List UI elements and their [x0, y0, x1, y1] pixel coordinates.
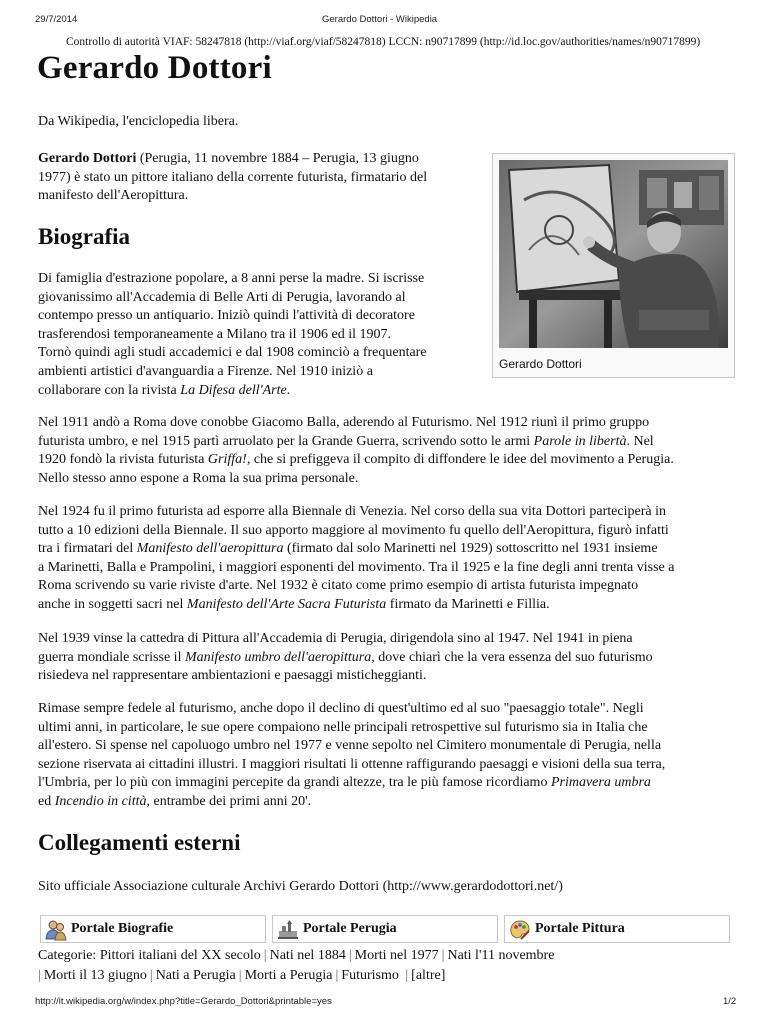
external-link[interactable]: Sito ufficiale Associazione culturale Archivi Gerardo Dottori (http://www.gerardodottori.net/)	[38, 879, 563, 894]
page-title: Gerardo Dottori	[37, 50, 272, 86]
portal-biografie-label: Portale Biografie	[71, 921, 174, 936]
category-link[interactable]: Futurismo	[341, 968, 399, 983]
category-link[interactable]: Morti nel 1977	[354, 948, 439, 963]
categories-row-1: Categorie: Pittori italiani del XX secolo | Nati nel 1884 | Morti nel 1977 | Nati l'11 novembre	[38, 948, 555, 963]
image-thumbnail[interactable]	[492, 153, 735, 378]
heading-biografia: Biografia	[38, 224, 130, 249]
people-icon	[45, 919, 67, 941]
tagline: Da Wikipedia, l'enciclopedia libera.	[38, 114, 239, 129]
category-link[interactable]: Morti il 13 giugno	[43, 968, 147, 983]
bio-paragraph-4: Nel 1939 vinse la cattedra di Pittura all'Accademia di Perugia, dirigendola sino al 1947. Nel 1941 in piena guerra mondiale scrisse il Manifesto umbro dell'aeropittura, dove chiarì che la vera essenza del suo futurismo risiedeva nel rappresentare ambientazioni e paesaggi misticheggianti.	[38, 631, 653, 684]
category-link[interactable]: Nati a Perugia	[155, 968, 236, 983]
heading-collegamenti-esterni: Collegamenti esterni	[38, 830, 241, 855]
print-title: Gerardo Dottori - Wikipedia	[322, 14, 438, 25]
portal-biografie[interactable]	[40, 915, 266, 943]
category-link[interactable]: Morti a Perugia	[244, 968, 333, 983]
print-date: 29/7/2014	[35, 14, 78, 25]
portal-perugia-label: Portale Perugia	[303, 921, 397, 936]
categories-more-link[interactable]: [altre]	[411, 968, 446, 983]
categories-row-2: | Morti il 13 giugno | Nati a Perugia | Morti a Perugia | Futurismo | [altre]	[38, 968, 446, 983]
print-page-number: 1/2	[723, 996, 737, 1007]
portal-perugia[interactable]	[272, 915, 498, 943]
bio-paragraph-3: Nel 1924 fu il primo futurista ad esporre alla Biennale di Venezia. Nel corso della sua vita Dottori parteciperà in tutto a 10 edizioni della Biennale. Il suo apporto maggiore al movimento fu quello dell'Aeropittura, figurò infatti tra i firmatari del Manifesto dell'aeropittura (firmato dal solo Marinetti nel 1929) sottoscritto nel 1931 insieme a Marinetti, Balla e Prampolini, i maggiori esponenti del movimento. Tra il 1925 e la fine degli anni trenta visse a Roma scrivendo su varie riviste d'arte. Nel 1932 è citato come primo esempio di artista futurista impegnato anche in soggetti sacri nel Manifesto dell'Arte Sacra Futurista firmato da Marinetti e Fillia.	[38, 504, 675, 612]
image-caption: Gerardo Dottori	[499, 357, 582, 371]
categories-label: Categorie:	[38, 948, 97, 963]
bio-paragraph-1: Di famiglia d'estrazione popolare, a 8 anni perse la madre. Si iscrisse giovanissimo all'Accademia di Belle Arti di Perugia, lavorando al contempo presso un antiquario. Iniziò quindi l'attività di decoratore trasferendosi temporaneamente a Milano tra il 1906 ed il 1907. Tornò quindi agli studi accademici e dal 1908 cominciò a frequentare ambienti artistici d'avanguardia a Firenze. Nel 1910 iniziò a collaborare con la rivista La Difesa dell'Arte.	[38, 271, 427, 398]
category-link[interactable]: Nati nel 1884	[269, 948, 346, 963]
portrait-photo[interactable]	[499, 160, 728, 348]
city-icon	[277, 919, 299, 941]
bio-paragraph-2: Nel 1911 andò a Roma dove conobbe Giacomo Balla, aderendo al Futurismo. Nel 1912 riunì il primo gruppo futurista umbro, e nel 1915 partì arruolato per la Grande Guerra, scrivendo sotto le armi Parole in libertà. Nel 1920 fondò la rivista futurista Griffa!, che si prefiggeva il compito di diffondere le idee del movimento a Perugia. Nello stesso anno espone a Roma la sua prima personale.	[38, 415, 674, 486]
portal-pittura-label: Portale Pittura	[535, 921, 625, 936]
intro-paragraph: Gerardo Dottori (Perugia, 11 novembre 1884 – Perugia, 13 giugno 1977) è stato un pittore italiano della corrente futurista, firmatario del manifesto dell'Aeropittura.	[38, 151, 428, 204]
portal-pittura[interactable]	[504, 915, 730, 943]
category-link[interactable]: Pittori italiani del XX secolo	[99, 948, 261, 963]
palette-icon	[509, 919, 531, 941]
category-link[interactable]: Nati l'11 novembre	[447, 948, 555, 963]
authority-control: Controllo di autorità VIAF: 58247818 (http://viaf.org/viaf/58247818) LCCN: n90717899 (http://id.loc.gov/authorities/names/n90717899)	[66, 36, 701, 48]
intro-lead-bold: Gerardo Dottori	[38, 151, 137, 166]
print-url: http://it.wikipedia.org/w/index.php?title=Gerardo_Dottori&printable=yes	[35, 996, 332, 1007]
bio-paragraph-5: Rimase sempre fedele al futurismo, anche dopo il declino di quest'ultimo ed al suo "paesaggio totale". Negli ultimi anni, in particolare, le sue opere compaiono nelle principali retrospettive sul futurismo sia in Italia che all'estero. Si spense nel capoluogo umbro nel 1977 e venne sepolto nel Cimitero monumentale di Perugia, nella sezione riservata ai cittadini illustri. I maggiori risultati li ottenne raffigurando paesaggi e visioni della sua terra, l'Umbria, per lo più con immagini percepite da grandi altezze, tra le più famose ricordiamo Primavera umbra ed Incendio in città, entrambe dei primi anni 20'.	[38, 701, 666, 809]
